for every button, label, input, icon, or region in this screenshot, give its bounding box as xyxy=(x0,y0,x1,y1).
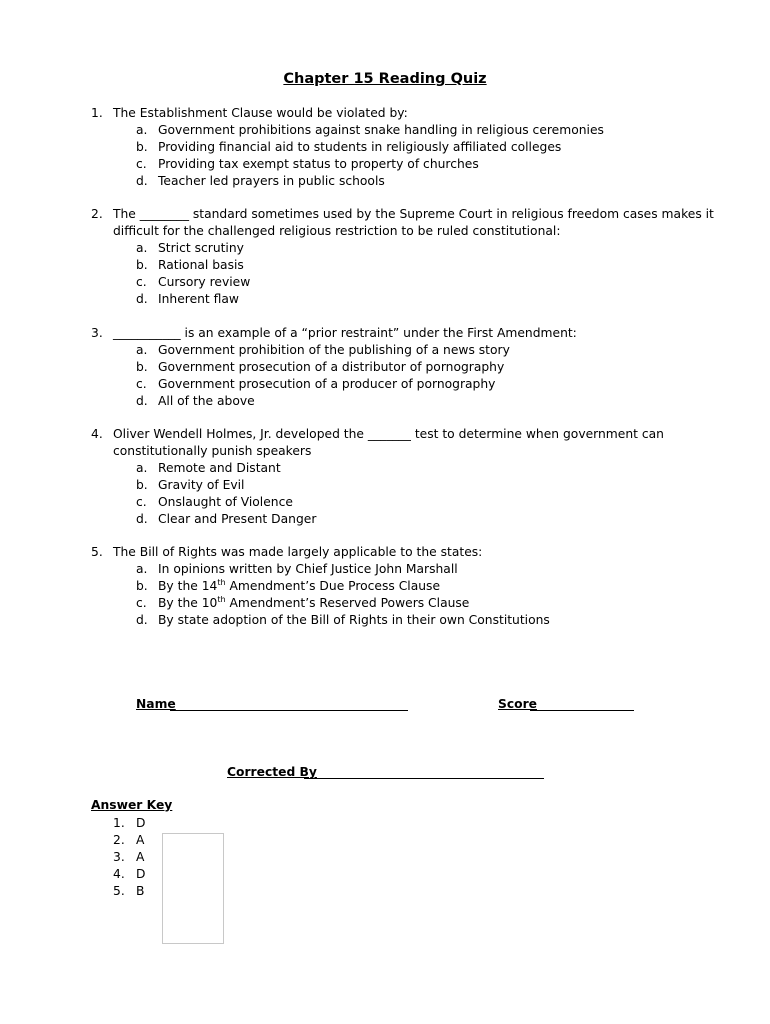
option-text: Onslaught of Violence xyxy=(158,495,293,509)
question-number: 1. xyxy=(91,106,103,120)
question-text: ___________ is an example of a “prior restraint” under the First Amendment: xyxy=(113,326,577,340)
question-1 xyxy=(91,105,711,190)
question-2 xyxy=(91,206,716,308)
question-text: The ________ standard sometimes used by the Supreme Court in religious freedom cases makes it difficult for the challenged religious restriction to be ruled constitutional: xyxy=(113,207,714,238)
option-d: d. All of the above xyxy=(136,394,255,408)
option-a: a. Government prohibitions against snake handling in religious ceremonies xyxy=(136,123,604,137)
option-text: Rational basis xyxy=(158,258,244,272)
option-a: a. In opinions written by Chief Justice John Marshall xyxy=(136,562,458,576)
answer-key-title: Answer Key xyxy=(91,798,173,812)
option-b: b. Gravity of Evil xyxy=(136,478,245,492)
question-text: The Bill of Rights was made largely applicable to the states: xyxy=(113,545,483,559)
option-b: b. Rational basis xyxy=(136,258,244,272)
option-text: Gravity of Evil xyxy=(158,478,245,492)
answer-input-box[interactable] xyxy=(162,833,224,944)
option-c: c. Cursory review xyxy=(136,275,251,289)
answer-value: D xyxy=(136,816,146,830)
option-text: Government prosecution of a distributor of pornography xyxy=(158,360,505,374)
option-text: Government prohibitions against snake handling in religious ceremonies xyxy=(158,123,604,137)
name-label: Name xyxy=(136,697,176,711)
option-c: c. Onslaught of Violence xyxy=(136,495,293,509)
option-b: b. By the 14th Amendment’s Due Process Clause xyxy=(136,577,441,593)
answer-value: A xyxy=(136,833,145,847)
option-text: In opinions written by Chief Justice John Marshall xyxy=(158,562,458,576)
option-text: By state adoption of the Bill of Rights in their own Constitutions xyxy=(158,613,550,627)
option-c: c. By the 10th Amendment’s Reserved Powers Clause xyxy=(136,594,470,610)
question-text: Oliver Wendell Holmes, Jr. developed the _______ test to determine when government can constitutionally punish speakers xyxy=(113,427,664,458)
question-number: 5. xyxy=(91,545,103,559)
option-text: Providing financial aid to students in religiously affiliated colleges xyxy=(158,140,562,154)
score-label: Score xyxy=(498,697,537,711)
option-c: c. Providing tax exempt status to property of churches xyxy=(136,157,479,171)
option-text: All of the above xyxy=(158,394,255,408)
option-text: Government prohibition of the publishing of a news story xyxy=(158,343,510,357)
answer-value: B xyxy=(136,884,145,898)
name-field[interactable] xyxy=(170,710,408,711)
option-a: a. Government prohibition of the publishing of a news story xyxy=(136,343,510,357)
option-d: d. By state adoption of the Bill of Rights in their own Constitutions xyxy=(136,613,550,627)
option-text: Strict scrutiny xyxy=(158,241,244,255)
option-text: Cursory review xyxy=(158,275,251,289)
option-text: Inherent flaw xyxy=(158,292,239,306)
option-text: Clear and Present Danger xyxy=(158,512,317,526)
option-text: Teacher led prayers in public schools xyxy=(158,174,385,188)
score-field[interactable] xyxy=(530,710,634,711)
option-b: b. Providing financial aid to students in religiously affiliated colleges xyxy=(136,140,562,154)
option-text: Government prosecution of a producer of pornography xyxy=(158,377,496,391)
option-d: d. Clear and Present Danger xyxy=(136,512,317,526)
question-4 xyxy=(91,426,686,528)
question-number: 2. xyxy=(91,207,103,221)
option-text: Remote and Distant xyxy=(158,461,281,475)
option-d: d. Inherent flaw xyxy=(136,292,239,306)
option-d: d. Teacher led prayers in public schools xyxy=(136,174,385,188)
question-text: The Establishment Clause would be violated by: xyxy=(113,106,408,120)
question-5 xyxy=(91,544,711,629)
question-number: 3. xyxy=(91,326,103,340)
option-c: c. Government prosecution of a producer of pornography xyxy=(136,377,496,391)
option-a: a. Strict scrutiny xyxy=(136,241,244,255)
option-text: By the 10th Amendment’s Reserved Powers Clause xyxy=(158,594,470,610)
question-number: 4. xyxy=(91,427,103,441)
option-b: b. Government prosecution of a distributor of pornography xyxy=(136,360,505,374)
corrected-by-field[interactable] xyxy=(304,778,544,779)
answer-value: D xyxy=(136,867,146,881)
corrected-by-label: Corrected By xyxy=(227,765,317,779)
option-text: Providing tax exempt status to property of churches xyxy=(158,157,479,171)
option-a: a. Remote and Distant xyxy=(136,461,281,475)
quiz-title: Chapter 15 Reading Quiz xyxy=(283,71,487,87)
question-3 xyxy=(91,325,711,410)
option-text: By the 14th Amendment’s Due Process Clause xyxy=(158,577,441,593)
answer-value: A xyxy=(136,850,145,864)
